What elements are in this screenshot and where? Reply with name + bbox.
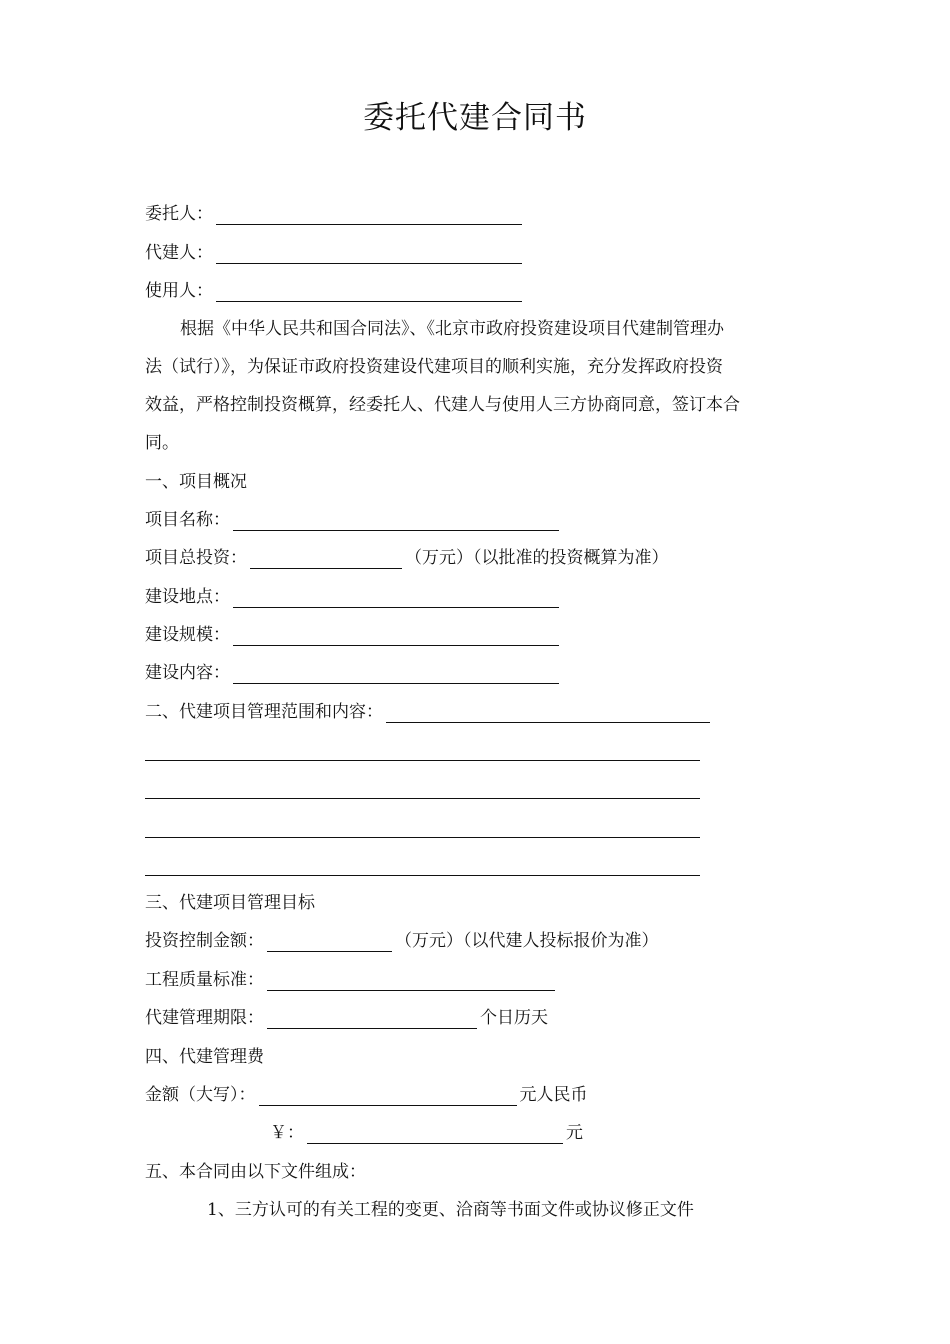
period-label: 代建管理期限：: [145, 1008, 264, 1028]
total-investment-suffix: （万元）（以批准的投资概算为准）: [405, 548, 669, 568]
quality-field[interactable]: [267, 970, 555, 991]
user-row: [145, 280, 525, 302]
scope-field[interactable]: [386, 702, 710, 723]
scope-blank-line-1[interactable]: [145, 760, 700, 761]
content-label: 建设内容：: [145, 663, 230, 683]
project-name-row: [145, 509, 562, 531]
content-row: [145, 662, 562, 684]
scope-blank-line-3[interactable]: [145, 837, 700, 838]
preamble-line-1: 根据《中华人民共和国合同法》、《北京市政府投资建设项目代建制管理办: [180, 319, 724, 339]
section2-row: [145, 701, 713, 723]
builder-field[interactable]: [216, 243, 522, 264]
total-investment-row: [145, 547, 669, 569]
scale-field[interactable]: [233, 625, 559, 646]
scale-row: [145, 624, 562, 646]
scope-blank-line-4[interactable]: [145, 875, 700, 876]
fee-yen-label: ￥：: [270, 1123, 304, 1143]
location-row: [145, 586, 562, 608]
user-field[interactable]: [216, 281, 522, 302]
fee-amount-field[interactable]: [259, 1085, 517, 1106]
fee-amount-row: [145, 1084, 588, 1106]
document-title: 委托代建合同书: [363, 100, 587, 136]
project-name-label: 项目名称：: [145, 510, 230, 530]
project-name-field[interactable]: [233, 510, 559, 531]
fee-amount-suffix: 元人民币: [519, 1085, 588, 1105]
fee-yen-field[interactable]: [307, 1123, 563, 1144]
section4-heading: 四、代建管理费: [145, 1047, 264, 1067]
control-amount-row: [145, 930, 659, 952]
preamble-line-3: 效益，严格控制投资概算，经委托人、代建人与使用人三方协商同意，签订本合: [145, 395, 740, 415]
total-investment-field[interactable]: [250, 548, 402, 569]
scope-blank-line-2[interactable]: [145, 798, 700, 799]
section3-heading: 三、代建项目管理目标: [145, 893, 315, 913]
control-amount-field[interactable]: [267, 931, 392, 952]
fee-yen-suffix: 元: [566, 1123, 583, 1143]
period-field[interactable]: [267, 1008, 477, 1029]
section5-item-1: 1、三方认可的有关工程的变更、洽商等书面文件或协议修正文件: [207, 1200, 694, 1220]
period-row: [145, 1007, 548, 1029]
period-suffix: 个日历天: [480, 1008, 548, 1028]
fee-amount-label: 金额（大写）：: [145, 1085, 256, 1105]
location-label: 建设地点：: [145, 587, 230, 607]
control-amount-label: 投资控制金额：: [145, 931, 264, 951]
total-investment-label: 项目总投资：: [145, 548, 247, 568]
control-amount-suffix: （万元）（以代建人投标报价为准）: [395, 931, 659, 951]
preamble-line-4: 同。: [145, 433, 179, 453]
preamble-line-2: 法（试行）》，为保证市政府投资建设代建项目的顺利实施，充分发挥政府投资: [145, 357, 723, 377]
entrustor-field[interactable]: [216, 204, 522, 225]
section1-heading: 一、项目概况: [145, 472, 247, 492]
location-field[interactable]: [233, 587, 559, 608]
quality-label: 工程质量标准：: [145, 970, 264, 990]
user-label: 使用人：: [145, 281, 213, 301]
section2-heading: 二、代建项目管理范围和内容：: [145, 702, 383, 722]
section5-heading: 五、本合同由以下文件组成：: [145, 1162, 366, 1182]
content-field[interactable]: [233, 663, 559, 684]
scale-label: 建设规模：: [145, 625, 230, 645]
entrustor-row: [145, 203, 525, 225]
quality-row: [145, 969, 558, 991]
builder-row: [145, 242, 525, 264]
builder-label: 代建人：: [145, 243, 213, 263]
entrustor-label: 委托人：: [145, 204, 213, 224]
fee-yen-row: [270, 1122, 583, 1144]
